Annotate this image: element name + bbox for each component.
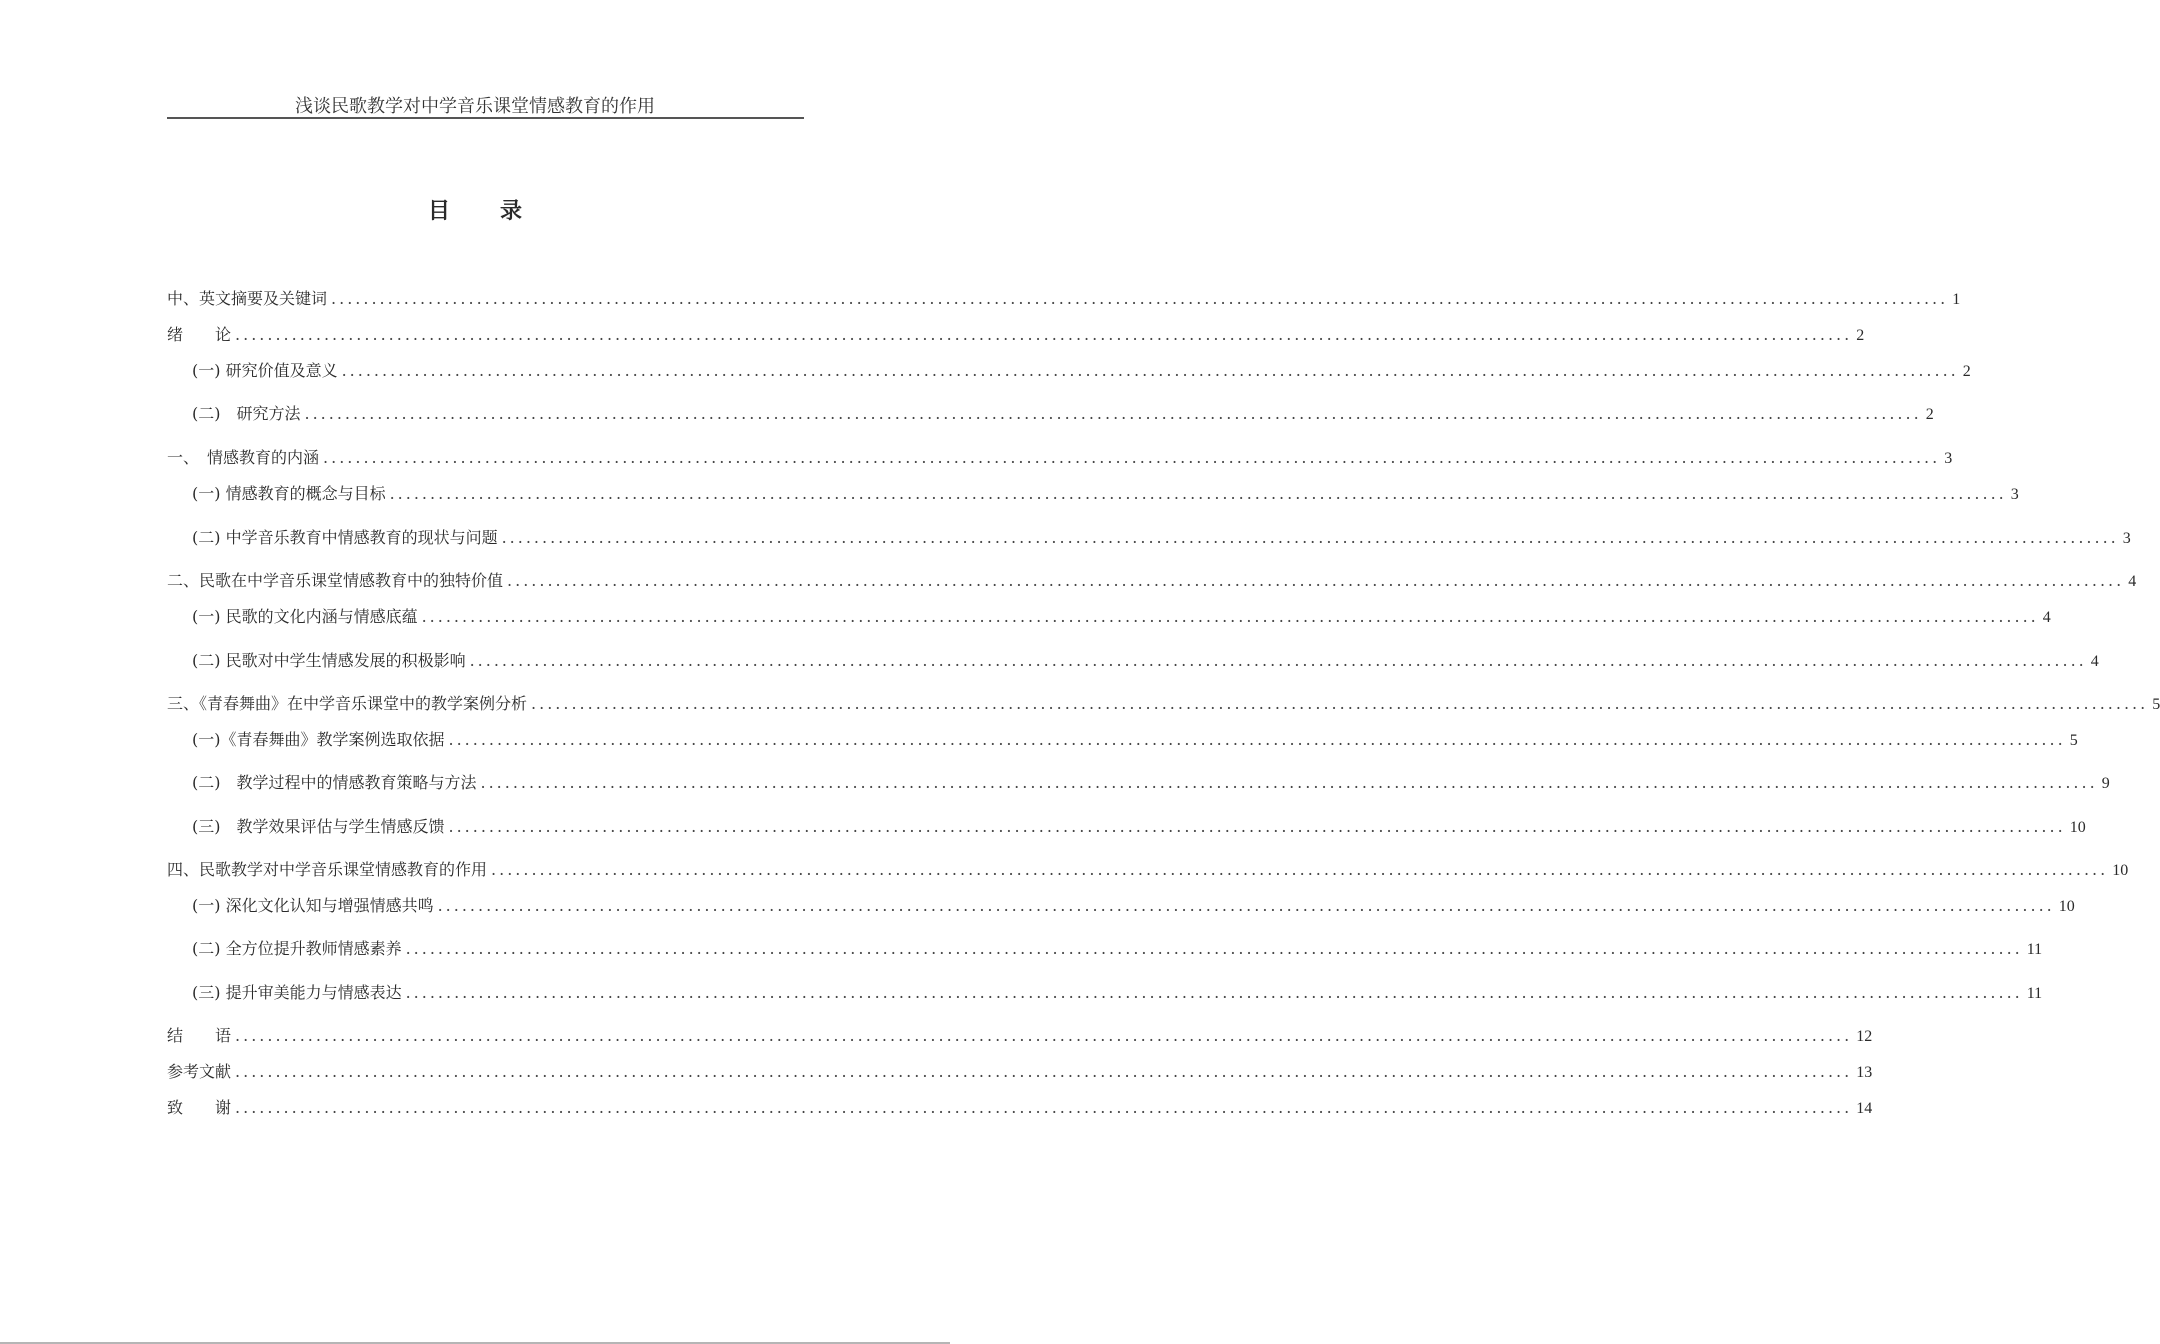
toc-entry-label: (一) 情感教育的概念与目标 [192,484,386,503]
toc-entry[interactable] [167,1095,1873,1119]
toc-entry-page: 5 [2152,696,2160,713]
toc-entry-page: 3 [1944,450,1953,467]
toc-entry-label: 中、英文摘要及关键词 [167,289,328,308]
toc-entry-label: (一) 民歌的文化内涵与情感底蕴 [192,607,418,626]
toc-entry-label: 四、民歌教学对中学音乐课堂情感教育的作用 [167,860,488,879]
toc-entry-label: 参考文献 [167,1062,232,1081]
toc-entry-page: 2 [1962,363,1971,380]
dot-leader: ........................................................................................................................................................................................................ [480,773,2098,792]
toc-entry[interactable] [167,1023,1873,1047]
dot-leader: ........................................................................................................................................................................................................ [421,607,2039,626]
toc-entry[interactable] [192,358,1971,382]
toc-entry-label: 一、 情感教育的内涵 [167,448,320,467]
toc-entry-page: 11 [2026,941,2043,958]
toc-entry[interactable] [167,286,1961,310]
page-title: 目录 [427,199,572,224]
dot-leader: ........................................................................................................................................................................................................ [491,860,2109,879]
toc-entry-page: 4 [2128,573,2137,590]
dot-leader: ........................................................................................................................................................................................................ [405,939,2023,958]
dot-leader: ........................................................................................................................................................................................................ [304,404,1922,423]
toc-entry-page: 4 [2042,609,2051,626]
dot-leader: ........................................................................................................................................................................................................ [501,528,2119,547]
toc-entry-label: (三) 教学效果评估与学生情感反馈 [192,817,445,836]
toc-entry-page: 2 [1856,327,1865,344]
toc-entry-label: (一) 深化文化认知与增强情感共鸣 [192,896,434,915]
toc-entry-page: 14 [1856,1100,1873,1117]
toc-entry-page: 10 [2058,898,2075,915]
toc-entry-page: 9 [2101,775,2110,792]
toc-entry-page: 12 [1856,1028,1873,1045]
dot-leader: ........................................................................................................................................................................................................ [437,896,2055,915]
toc-entry-page: 10 [2069,819,2086,836]
dot-leader: ........................................................................................................................................................................................................ [235,1098,1853,1117]
toc-entry-label: (二) 民歌对中学生情感发展的积极影响 [192,651,466,670]
dot-leader: ........................................................................................................................................................................................................ [331,289,1949,308]
toc-entry[interactable] [192,936,2043,960]
dot-leader: ........................................................................................................................................................................................................ [235,1062,1853,1081]
toc-entry-page: 5 [2069,732,2078,749]
dot-leader: ........................................................................................................................................................................................................ [235,1026,1853,1045]
toc-entry[interactable] [192,770,2110,794]
dot-leader: ........................................................................................................................................................................................................ [531,694,2149,713]
toc-entry[interactable] [192,525,2131,549]
header-rule [167,117,804,119]
toc-entry[interactable] [192,481,2019,505]
toc-entry-label: (二) 中学音乐教育中情感教育的现状与问题 [192,528,498,547]
dot-leader: ........................................................................................................................................................................................................ [469,651,2087,670]
toc-entry[interactable] [192,893,2075,917]
toc-entry-page: 3 [2122,530,2131,547]
toc-entry-label: (二) 研究方法 [192,404,301,423]
toc-entry-label: (三) 提升审美能力与情感表达 [192,983,402,1002]
toc-entry-page: 1 [1952,291,1961,308]
toc-entry-label: 结 语 [167,1026,232,1045]
toc-entry[interactable] [167,691,2160,715]
toc-entry-label: 三、《青春舞曲》在中学音乐课堂中的教学案例分析 [167,694,528,713]
dot-leader: ........................................................................................................................................................................................................ [389,484,2007,503]
toc-entry-label: 二、民歌在中学音乐课堂情感教育中的独特价值 [167,571,504,590]
toc-entry-page: 10 [2112,862,2129,879]
dot-leader: ........................................................................................................................................................................................................ [341,361,1959,380]
toc-entry[interactable] [167,322,1865,346]
dot-leader: ........................................................................................................................................................................................................ [448,730,2066,749]
dot-leader: ........................................................................................................................................................................................................ [235,325,1853,344]
toc-entry[interactable] [167,445,1953,469]
toc-entry[interactable] [192,980,2043,1004]
toc-entry-page: 11 [2026,985,2043,1002]
toc-entry-page: 2 [1925,406,1934,423]
toc-entry-label: (一)《青春舞曲》教学案例选取依据 [192,730,445,749]
toc-entry[interactable] [192,604,2051,628]
toc-entry-label: 致 谢 [167,1098,232,1117]
toc-entry[interactable] [167,568,2137,592]
toc-entry-label: 绪 论 [167,325,232,344]
toc-entry-label: (一) 研究价值及意义 [192,361,338,380]
dot-leader: ........................................................................................................................................................................................................ [405,983,2023,1002]
toc-entry[interactable] [167,1059,1873,1083]
dot-leader: ........................................................................................................................................................................................................ [507,571,2125,590]
running-header: 浅谈民歌教学对中学音乐课堂情感教育的作用 [295,96,655,117]
toc-entry-page: 4 [2090,653,2099,670]
toc-entry[interactable] [192,648,2099,672]
toc-entry[interactable] [192,727,2078,751]
dot-leader: ........................................................................................................................................................................................................ [448,817,2066,836]
toc-entry-label: (二) 全方位提升教师情感素养 [192,939,402,958]
toc-entry[interactable] [192,401,1934,425]
toc-entry-page: 13 [1856,1064,1873,1081]
toc-entry-page: 3 [2010,486,2019,503]
toc-entry-label: (二) 教学过程中的情感教育策略与方法 [192,773,477,792]
toc-entry[interactable] [192,814,2086,838]
toc-entry[interactable] [167,857,2129,881]
dot-leader: ........................................................................................................................................................................................................ [323,448,1941,467]
